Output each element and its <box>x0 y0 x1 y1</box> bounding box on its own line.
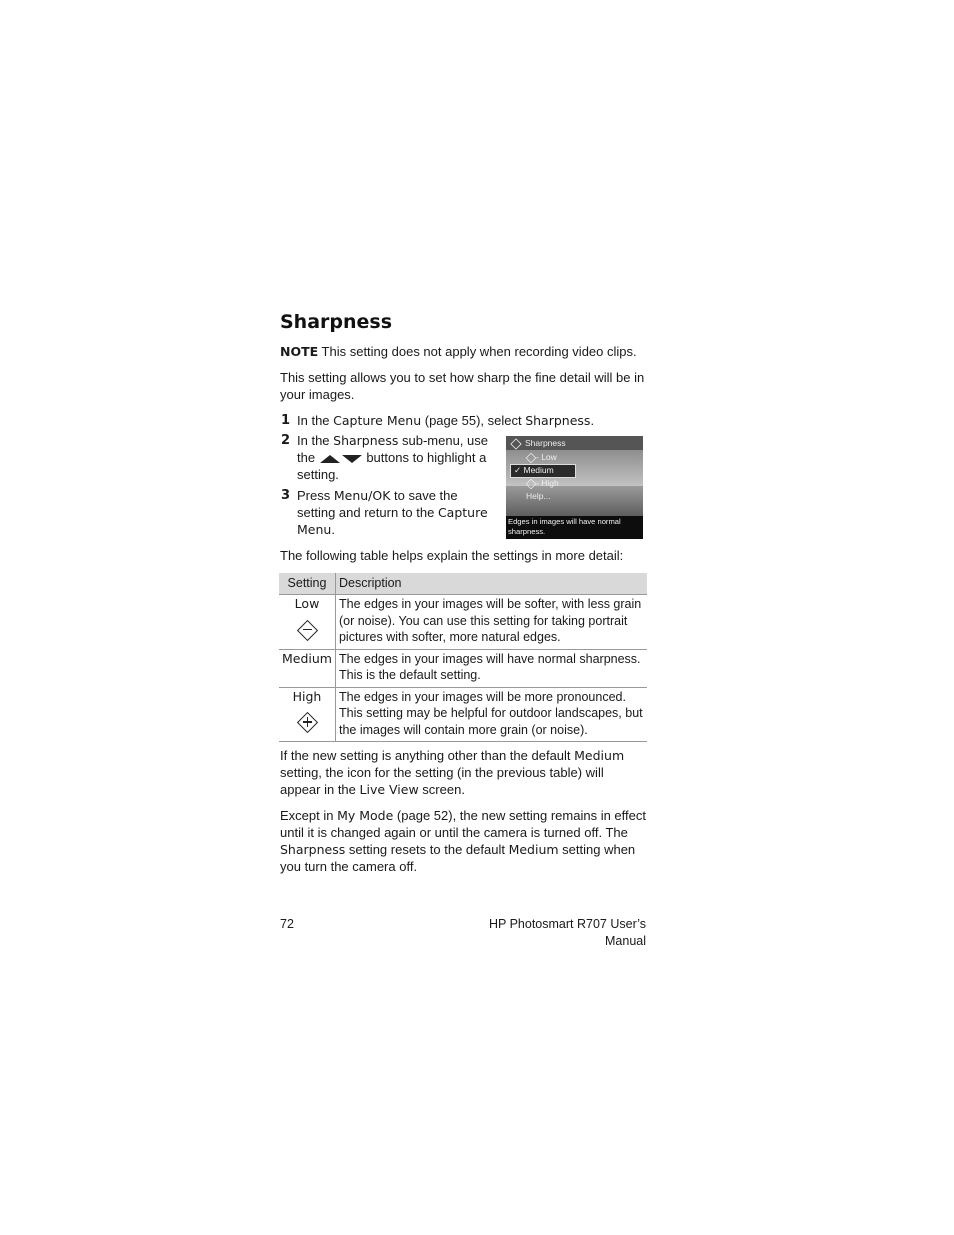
page-number: 72 <box>280 917 294 931</box>
camera-menu-header: Sharpness <box>506 436 643 450</box>
table-row <box>279 595 647 650</box>
setting-name: High <box>292 688 322 704</box>
camera-option-high: - High <box>526 477 559 489</box>
low-sharpness-icon <box>296 619 318 641</box>
setting-cell <box>279 687 335 742</box>
sharpness-ref: Sharpness <box>280 842 346 857</box>
checkmark-icon: ✓ <box>514 465 522 475</box>
sharpness-ref: Sharpness <box>333 433 399 448</box>
camera-option-medium: ✓ Medium <box>514 465 554 475</box>
setting-name: Medium <box>282 650 332 666</box>
note-label: NOTE <box>280 344 319 359</box>
high-sharpness-icon <box>526 478 537 489</box>
note-paragraph <box>280 343 650 360</box>
high-sharpness-icon <box>296 711 318 733</box>
step-number: 1 <box>281 413 291 428</box>
menu-ok-button-ref: Menu/OK <box>333 488 391 503</box>
column-header-setting: Setting <box>279 573 335 595</box>
live-view-ref: Live View <box>359 782 419 797</box>
step-3-text: Press Menu/OK to save the setting and return to the Capture Menu. <box>297 488 488 537</box>
paragraph-default-setting: If the new setting is anything other than the default Medium setting, the icon for the setting (in the previous table) will appear in the Live View screen. <box>280 748 625 797</box>
paragraph-setting-persistence: Except in My Mode (page 52), the new setting remains in effect until it is changed again or until the camera is turned off. The Sharpness setting resets to the default Medium setting when you turn the camera off. <box>280 808 646 874</box>
step-2-text: In the Sharpness sub-menu, use the buttons to highlight a setting. <box>297 433 488 482</box>
camera-help-text: Edges in images will have normal sharpness. <box>506 516 643 539</box>
page-title: Sharpness <box>280 311 393 333</box>
low-sharpness-icon <box>526 452 537 463</box>
table-intro: The following table helps explain the settings in more detail: <box>280 548 624 563</box>
sharpness-settings-table <box>279 573 647 742</box>
medium-ref: Medium <box>574 748 625 763</box>
up-arrow-icon <box>320 455 340 463</box>
description-cell: The edges in your images will be softer, with less grain (or noise). You can use this setting for taking portrait pictures with softer, more natural edges. <box>335 595 647 650</box>
medium-ref: Medium <box>508 842 559 857</box>
setting-cell <box>279 649 335 687</box>
capture-menu-ref: Capture <box>437 505 488 520</box>
intro-paragraph: This setting allows you to set how sharp the fine detail will be in your images. <box>280 370 645 402</box>
camera-screen-image <box>506 436 643 539</box>
my-mode-ref: My Mode <box>337 808 394 823</box>
camera-option-help: Help... <box>526 491 551 501</box>
camera-option-low: - Low <box>526 451 557 463</box>
sharpness-ref: Sharpness <box>525 413 591 428</box>
description-cell: The edges in your images will be more pronounced. This setting may be helpful for outdoor landscapes, but the images will contain more grain (or noise). <box>335 687 647 742</box>
note-text: This setting does not apply when recording video clips. <box>321 344 637 359</box>
description-cell: The edges in your images will have normal sharpness. This is the default setting. <box>335 649 647 687</box>
sharpness-icon <box>510 438 521 449</box>
table-header-row <box>279 573 647 595</box>
step-1-text: In the Capture Menu (page 55), select Sharpness. <box>297 413 595 428</box>
step-number: 2 <box>281 433 291 448</box>
step-number: 3 <box>281 488 291 503</box>
down-arrow-icon <box>342 455 362 463</box>
table-row <box>279 649 647 687</box>
capture-menu-ref: Capture Menu <box>333 413 422 428</box>
running-footer-title: HP Photosmart R707 User’s Manual <box>488 917 646 948</box>
column-header-description: Description <box>335 573 647 595</box>
table-row <box>279 687 647 742</box>
setting-name: Low <box>294 596 320 611</box>
setting-cell <box>279 595 335 650</box>
